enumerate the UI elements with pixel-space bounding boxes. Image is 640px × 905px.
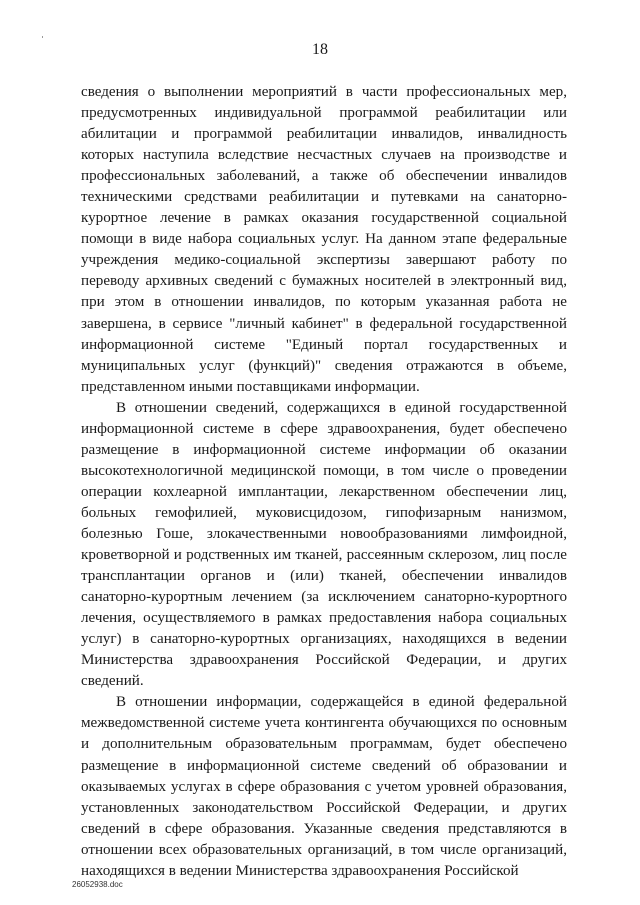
paragraph-2: В отношении сведений, содержащихся в единой государственной информационной системе в сфере здравоохранения, будет обеспечено размещение в информационной системе информации об оказании высокотехнологичной медицинской помощи, в том числе о проведении операции кохлеарной имплантации, лекарственном обеспечении лиц, больных гемофилией, муковисцидозом, гипофизарным нанизмом, болезнью Гоше, злокачественными новообразованиями лимфоидной, кроветворной и родственных им тканей, рассеянным склерозом, лиц после трансплантации органов и (или) тканей, обеспечении инвалидов санаторно-курортным лечением (за исключением санаторно-курортного лечения, осуществляемого в рамках предоставления набора социальных услуг) в санаторно-курортных организациях, находящихся в ведении Министерства здравоохранения Российской Федерации, и других сведений. <box>81 399 567 690</box>
page-number: 18 <box>312 41 328 58</box>
paragraph-1: сведения о выполнении мероприятий в части профессиональных мер, предусмотренных индивидуальной программой реабилитации или абилитации и программой реабилитации инвалидов, инвалидность которых наступила вследствие несчастных случаев на производстве и профессиональных заболеваний, а также об обеспечении инвалидов техническими средствами реабилитации и путевками на санаторно-курортное лечение в рамках оказания государственной социальной помощи в виде набора социальных услуг. На данном этапе федеральные учреждения медико-социальной экспертизы завершают работу по переводу архивных сведений с бумажных носителей в электронный вид, при этом в отношении инвалидов, по которым указанная работа не завершена, в сервисе "личный кабинет" в федеральной государственной информационной системе "Единый портал государственных и муниципальных услуг (функций)" сведения отражаются в объеме, представленном иными поставщиками информации. <box>81 84 567 395</box>
paragraph-3: В отношении информации, содержащейся в единой федеральной межведомственной системе учета контингента обучающихся по основным и дополнительным образовательным программам, будет обеспечено размещение в информационной системе сведений об образовании и оказываемых услугах в сфере образования с учетом уровней образования, установленных законодательством Российской Федерации, и других сведений в сфере образования. Указанные сведения представляются в отношении всех образовательных организаций, в том числе организаций, находящихся в ведении Министерства здравоохранения Российской <box>81 694 567 879</box>
footer-filename: 26052938.doc <box>72 880 123 889</box>
document-body <box>81 82 567 882</box>
scan-speck <box>42 36 43 38</box>
